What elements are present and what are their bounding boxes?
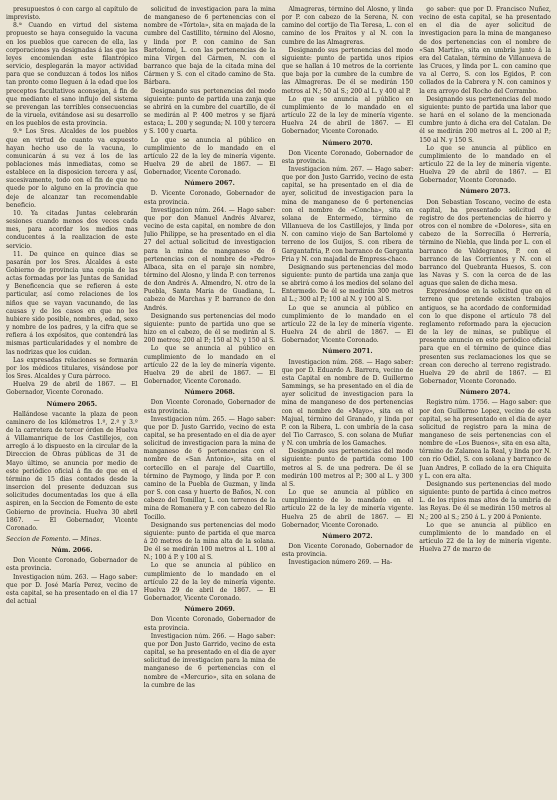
paragraph: Investigacion núm. 266. — Hago saber: que por Don Justo Garrido, vecino de esta capital, se ha presentado en el dia de ayer solicitud de investigacion para la mina de manganeso de 6 pertenencias con el nombre de «Mercurio», sita en solana de la cumbre de las: [143, 632, 276, 689]
column-1: [6, 6, 138, 796]
paragraph: 9.ª Los Sres. Alcaldes de los pueblos que en virtud de cuanto va expuesto hayan hecho uso de la vacuna, lo comunicarán á su vez á los de las poblaciones más inmediatas, como se establece en la disposicion tercera y así, sucesivamente, todo con el fin de que no quede por lo alguno en la provincia que deje de alcanzar tan recomendable beneficio.: [6, 128, 138, 209]
paragraph: Investigacion núm. 264. — Hago saber: que por don Manuel Andrés Alvarez, vecino de esta capital, en nombre de don Julio Philippe, se ha presentado en el dia 27 del actual solicitud de investigacion para la mina de manganeso de 6 pertenencias con el nombre de «Pedro» Albaca, sita en el paraje sin nombre, término del Alosno, y linda P. con terrenos de don Andrés A. Almendro, N. otro de la Puebla, Santa Maria de Guadiana, L. cabezo de Marchas y P. barranco de don Andrés.: [143, 206, 276, 312]
paragraph: Don Vicente Coronado, Gobernador de esta provincia.: [281, 543, 414, 559]
paragraph: Las expresadas relaciones se formarán por los médicos titulares, visándose por los Sres. Alcaldes y Cura párroco.: [6, 356, 138, 381]
notice-number-heading: Número 2071.: [322, 348, 373, 356]
notice-number-heading: Número 2068.: [184, 389, 235, 397]
paragraph: Don Sebastian Toscano, vecino de esta capital, ha presentado solicitud de registro de dos pertenencias de hierro y otros con el nombre de «Dolores», sita en cabezo de la Sorrecilla ó Herrería, término de Niebla, que linda por L. con el barranco de Valdegranos, P. con el barranco de las Corrientes y N. con el barranco del Quebranta Huesos, S. con las Navas y S. con la cerca de de las aguas que salen de dicha mesa.: [419, 198, 551, 288]
paragraph: Expresándose en la solicitud que en el terreno que pretende existen trabajos antiguos, se ha acordado de conformidad con lo que dispone el artículo 78 del reglamento reformado para la ejecucion de la ley de minas, se publique el presente anuncio en este periódico oficial para que en el término de quince dias presenten sus reclamaciones los que se crean con derecho al terreno registrado. Huelva 29 de abril de 1867. — El Gobernador, Vicente Coronado.: [419, 288, 551, 386]
notice-number-heading: Número 2070.: [322, 139, 373, 147]
paragraph: Investigacion núm. 263. — Hago saber: que por D. José María Perez, vecino de esta capital, se ha presentado en el dia 17 del actual: [6, 573, 138, 606]
paragraph: Don Vicente Coronado, Gobernador de esta provincia.: [281, 149, 414, 165]
paragraph: Designando sus pertenencias del modo siguiente: punto de partida una zanja que se abrirá como á los medios del solano del Entermedo. De él se medirán 300 metros al L.; 300 al P.; 100 al N. y 100 al S.: [281, 263, 414, 304]
notice-number-heading: Número 2069.: [184, 606, 235, 614]
column-3: [282, 6, 414, 796]
notice-number-heading: Número 2065.: [46, 400, 98, 408]
paragraph: solicitud de investigacion para la mina de manganeso de 6 pertenencias con el nombre de «Tórtola», sita en majada de la cumbre del Castillito, término del Alosno, y linda por P. con camino de San Bartolomé, L. con las pertenencias de la mina Vírgen del Cármen, N. con el barranco que baja de la citada mina del Cármen y S. con el citado camino de Sta. Bárbara.: [143, 6, 276, 87]
column-2: [144, 6, 276, 796]
notice-number-heading: Número 2073.: [459, 188, 511, 196]
paragraph: D. Vicente Coronado, Gobernador de esta provincia.: [143, 190, 276, 206]
paragraph: Lo que se anuncia al público en cumplimiento de lo mandado en el artículo 22 de la ley de minería vigente. Huelva 29 de abril de 1867. — El Gobernador, Vicente Coronado.: [143, 136, 276, 177]
paragraph: Lo que se anuncia al público en cumplimiento de lo mandado en el artículo 22 de la ley de minería vigente. Huelva 29 de abril de 1867. — El Gobernador, Vicente Coronado.: [143, 562, 276, 603]
paragraph: presupuestos ó con cargo al capítulo de imprevisto.: [6, 6, 138, 22]
paragraph: Designando sus pertenencias del modo siguiente: punto de partida como 100 metros al S. de una pedrera. De él se medirán 100 metros al P.; 300 al L. y 300 al S.: [281, 448, 414, 488]
paragraph: Lo que se anuncia al público en cumplimiento de lo mandado en el artículo 22 de la ley de minería vigente. Huelva 24 de abril de 1867. — El Gobernador, Vicente Coronado.: [281, 95, 414, 136]
paragraph: Investigacion número 269. — Ha-: [288, 559, 393, 567]
paragraph: Lo que se anuncia al público en cumplimiento de lo mandado en el artículo 22 de la ley de minería vigente. Huelva 25 de abril de 1867. — El Gobernador, Vicente Coronado.: [281, 489, 414, 529]
paragraph: Almagreras, término del Alosno, y linda por P. con cabezo de la Serena, N. con camino del cortijo de Tia Teresa, L. con el camino de los Praitos y al N. con la cumbre de las Almagreras.: [281, 6, 414, 46]
paragraph: Investigacion núm. 267. — Hago saber: que por don Justo Garrido, vecino de esta capital, se ha presentado en el dia de ayer, solicitud de investigacion para la mina de manganeso de 6 pertenencias con el nombre de «Concha», sita en solana de Entermedo, término de Villanueva de los Castillejos, y linda por N. con camino viejo de San Bartolomé y terreno de los Guijos, S. con ribera de Gargantafria, P. con barranco de Garganta Fria y N. con majadal de Empress-chaco.: [281, 165, 414, 263]
paragraph: Registro núm. 1756. — Hago saber: que por don Guillermo Lopez, vecino de esta capital, se ha presentado en el dia de ayer solicitud de registro para la mina de manganeso de seis pertenencias con el nombre de «Los Buenos», sita en esa alta, término de Zalamea la Real, y linda por N. con río Odiel, S. con solana y barranco de Juan Andres, P. collado de la era Chiquita y L. con era alta.: [419, 399, 551, 480]
paragraph: Don Vicente Coronado, Gobernador de esta provincia.: [6, 557, 138, 573]
paragraph: Designando sus pertenencias del modo siguiente: punto de partida una labor que se hará en el solano de la mencionada cumbre junto á dicha era del Catalan. De él se medirán 200 metros al L. 200 al P.; 150 al N. y 150 S.: [419, 95, 551, 144]
paragraph: 11. De quince en quince dias se pasarán por los Sres. Alcaldes á este Gobierno de provincia una copia de las actas formadas por las Juntas de Sanidad y Beneficencia que se refieren á este particular, así como relaciones de los niños que se vayan vacunando, de las causas y de los casos en que no les hubiere sido posible, nombres, edad, sexo y nombre de los padres, y la cifra que se refiera á los expósitos, que contendrá las mismas particularidades y el nombre de las nodrizas que los cuidan.: [6, 250, 138, 356]
paragraph: Investigacion núm. 268. — Hago saber: que por D. Eduardo A. Barrera, vecino de esta Capital en nombre de D. Guillermo Sammings, se ha presentado en el dia de ayer solicitud de investigacion para la mina de manganeso de dos pertenencias con el nombre de «Mayo», sita en el Majual, término del Granado, y linda por P. con la Ribera, L. con umbría de la casa del Tio Carrasco, S. con solana de Muñar y N. con umbría de los Gamaches.: [281, 358, 414, 448]
paragraph: Designando sus pertenencias del modo siguiente: punto de partida á cinco metros L. de los ripios mas altos de la umbría de las Reyas. De él se medirán 150 metros al N.; 200 al S.; 250 á L. y 200 á Poniente.: [419, 480, 551, 521]
paragraph: Don Vicente Coronado, Gobernador de esta provincia.: [143, 616, 276, 632]
notice-number-heading: Número 2067.: [184, 180, 235, 188]
paragraph: Lo que se anuncia al público en cumplimiento de lo mandado en el artículo 22 de la ley de minería vigente. Huelva 29 de abril de 1867. — El Gobernador, Vicente Coronado.: [419, 144, 551, 185]
paragraph: Lo que se anuncia al público en cumplimiento de lo mandado en el artículo 22 de la ley de minería vigente. Huelva 29 de abril de 1867. — El Gobernador, Vicente Coronado.: [143, 345, 276, 386]
paragraph: Huelva 29 de abril de 1867. — El Gobernador, Vicente Coronado.: [6, 381, 138, 397]
paragraph: Lo que se anuncia al público en cumplimiento de lo mandado en el artículo 22 de la ley de minería vigente. Huelva 27 de marzo de: [419, 521, 551, 554]
paragraph: Designando sus pertenencias del modo siguiente: punto de partida uno que se hizo en el cabezo, de él se medirán al S. 200 metros; 200 al P.; 150 al N. y 150 al S.: [143, 312, 276, 345]
paragraph: go saber: que por D. Francisco Nuñez, vecino de esta capital, se ha presentado en el dia de ayer solicitud de investigacion para la mina de manganeso de dos pertenencias con el nombre de «San Martín», sita en umbría junto á la era del Catalan, término de Villanueva de las Cruces, y linda por L. con camino que va al Cerro, S. con los Egidos, P. con collados de la Cabrera y N. con caminos y la era arroyo del Rocho del Corrambo.: [419, 6, 551, 95]
section-heading: Seccion de Fomento. — Minas.: [6, 536, 102, 543]
notice-number-heading: Número 2072.: [322, 532, 373, 540]
column-4: [419, 6, 551, 796]
paragraph: Don Vicente Coronado, Gobernador de esta provincia.: [143, 399, 276, 415]
paragraph: 10. Ya citadas Juntas celebrarán sesiones cuando menos dos veces cada mes, para acordar los medios mas conducentes á la realizacion de este servicio.: [6, 209, 138, 250]
paragraph: Investigacion núm. 265. — Hago saber: que por D. Justo Garrido, vecino de esta capital, se ha presentado en el dia de ayer solicitud de investigacion para la mina de manganeso de 6 pertenencias con el nombre de «San Antonio», sita en el cortecillo en el paraje del Cuartillo, término de Paymogo, y linda por P. con camino de la Puebla de Guzman, y linda por S. con casa y huerto de Baños, N. con cabezo del Tomillar, L. con terrenos de la mina de Romanera y P. con cabezo del Rio Tocillo.: [143, 415, 276, 521]
paragraph: 8.ª Cuando en virtud del sistema propuesto se haya conseguido la vacuna en los pueblos que carecen de ella, las corporaciones ya designadas á las que las leyes encomiendan este filantrópico servicio, desplegarán la mayor actividad para que se conduzcan á todos los niños tan pronto como lleguen á la edad que los preceptos facultativos aconsejan, á fin de que mediante el sano influjo del sistema se prevengan las terribles consecuencias de la viruela, evitándose asi su desarrollo en los pueblos de esta provincia.: [6, 22, 138, 128]
notice-number-heading: Número 2074.: [459, 389, 511, 397]
paragraph: Designando sus pertenencias del modo siguiente: punto de partida el que marca á 20 metros de la mina alta de la solana. De él se medirán 100 metros al L. 100 al N.; 100 á P. y 100 al S.: [143, 521, 276, 562]
notice-number-heading: Núm. 2066.: [51, 547, 93, 555]
paragraph: Hallándose vacante la plaza de peon caminero de los kilómetros 1.º, 2.º y 3.º de la carretera de tercer órden de Huelva á Villamanrique de los Castillejos, con arreglo á lo dispuesto en la circular de la Direccion de Obras públicas de 31 de Mayo último, se anuncia por medio de este periódico oficial á fin de que en el término de 15 dias contados desde la insercion del presente deduzcan sus solicitudes documentadas los que á ella aspiren, en la Seccion de Fomento de este Gobierno de provincia. Huelva 30 abril 1867. — El Gobernador, Vicente Coronado.: [6, 410, 138, 532]
paragraph: Designando sus pertenencias del modo siguiente: punto de partida unos ripios que se hallan á 10 metros de la corriente que baja por la cumbre de la cumbre de las Almagreras. De él se medirán 150 metros al N.; 50 al S.; 200 al L. y 400 al P.: [281, 46, 414, 95]
paragraph: Designando sus pertenencias del modo siguiente: punto de partida una zanja que se abrirá en la cumbre del cuartillo, de él se medirán al P. 400 metros y se fijará estaca; L. 200 y segunda; N. 100 y tercera y S. 100 y cuarta.: [143, 87, 276, 136]
paragraph: Lo que se anuncia al público en cumplimiento de lo mandado en el artículo 22 de la ley de minería vigente. Huelva 24 de abril de 1867. — El Gobernador, Vicente Coronado.: [281, 304, 414, 345]
